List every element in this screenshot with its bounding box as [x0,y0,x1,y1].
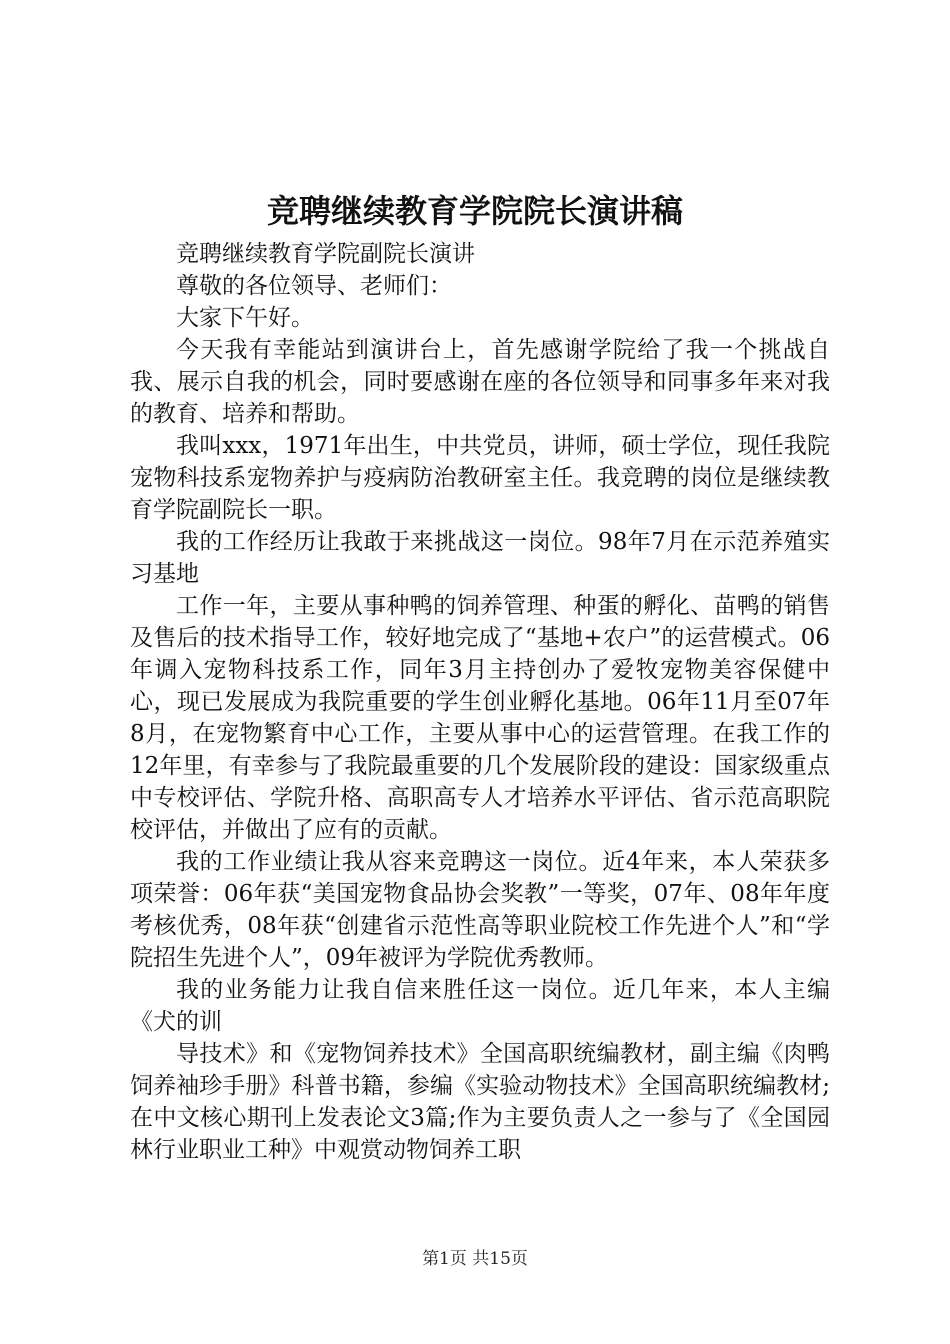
paragraph: 我的工作经历让我敢于来挑战这一岗位。98年7月在示范养殖实习基地 [130,529,830,587]
paragraph-subtitle: 竞聘继续教育学院副院长演讲 [176,241,475,267]
document-body [130,238,830,1166]
paragraph: 我的业务能力让我自信来胜任这一岗位。近几年来，本人主编《犬的训 [130,977,830,1035]
paragraph: 我叫xxx，1971年出生，中共党员，讲师，硕士学位，现任我院宠物科技系宠物养护与疫病防治教研室主任。我竞聘的岗位是继续教育学院副院长一职。 [130,433,830,523]
paragraph: 我的工作业绩让我从容来竞聘这一岗位。近4年来，本人荣获多项荣誉：06年获“美国宠物食品协会奖教”一等奖，07年、08年年度考核优秀，08年获“创建省示范性高等职业院校工作先进个人”和“学院招生先进个人”，09年被评为学院优秀教师。 [130,849,830,971]
paragraph-salutation: 尊敬的各位领导、老师们： [176,273,452,299]
page-footer: 第1页 共15页 [422,1249,528,1269]
paragraph: 今天我有幸能站到演讲台上，首先感谢学院给了我一个挑战自我、展示自我的机会，同时要感谢在座的各位领导和同事多年来对我的教育、培养和帮助。 [130,337,830,427]
document-title: 竞聘继续教育学院院长演讲稿 [266,192,683,230]
paragraph: 工作一年，主要从事种鸭的饲养管理、种蛋的孵化、苗鸭的销售及售后的技术指导工作，较好地完成了“基地+农户”的运营模式。06年调入宠物科技系工作，同年3月主持创办了爱牧宠物美容保健中心，现已发展成为我院重要的学生创业孵化基地。06年11月至07年8月，在宠物繁育中心工作，主要从事中心的运营管理。在我工作的12年里，有幸参与了我院最重要的几个发展阶段的建设：国家级重点中专校评估、学院升格、高职高专人才培养水平评估、省示范高职院校评估，并做出了应有的贡献。 [130,593,830,843]
paragraph: 导技术》和《宠物饲养技术》全国高职统编教材，副主编《肉鸭饲养袖珍手册》科普书籍，参编《实验动物技术》全国高职统编教材;在中文核心期刊上发表论文3篇;作为主要负责人之一参与了《全国园林行业职业工种》中观赏动物饲养工职 [130,1041,830,1163]
paragraph-greeting: 大家下午好。 [176,305,314,331]
